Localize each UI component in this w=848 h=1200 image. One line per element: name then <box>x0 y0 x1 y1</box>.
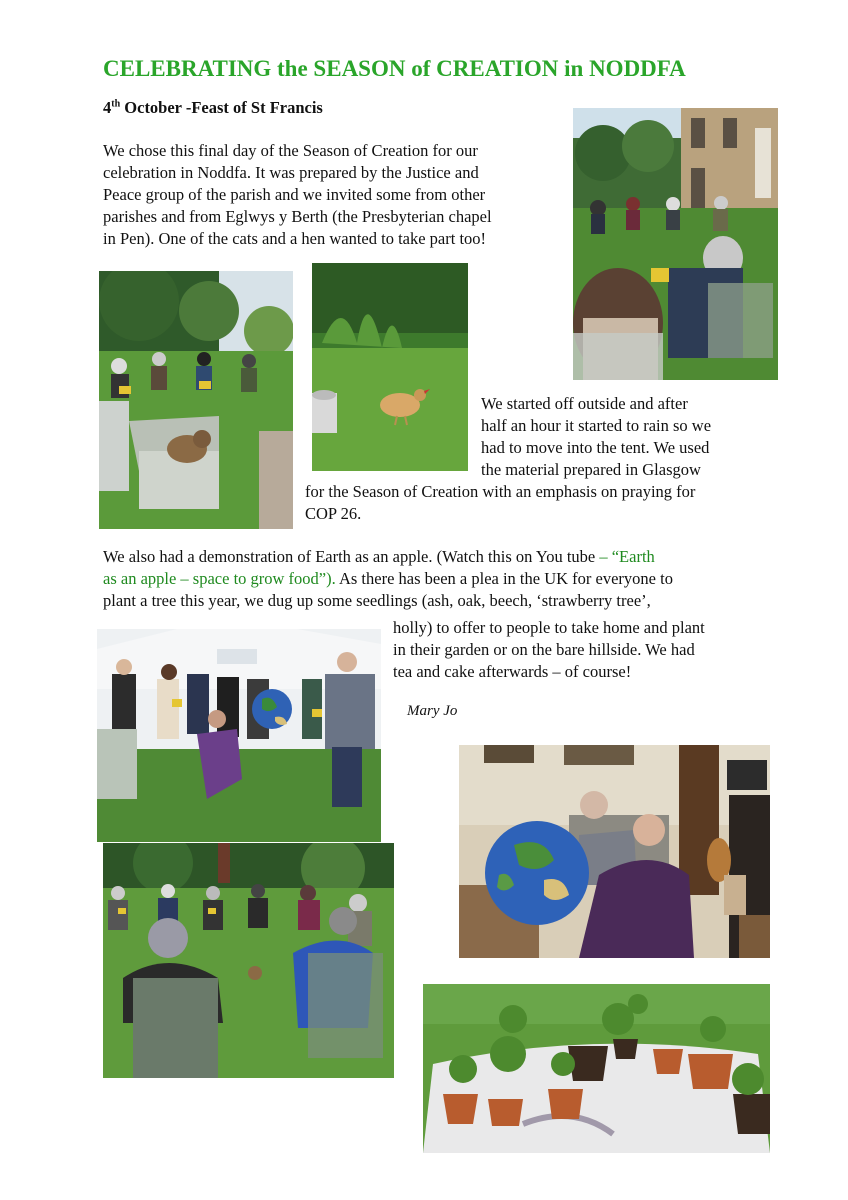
paragraph-text: As there has been a plea in the UK for everyone to <box>335 569 673 588</box>
rainy-garden-circle-photo <box>103 843 394 1078</box>
paragraph-line: had to move into the tent. We used <box>481 438 710 457</box>
apple-paragraph-continued <box>393 617 705 683</box>
tent-group-with-globe-photo <box>97 629 381 842</box>
paragraph-line: celebration in Noddfa. It was prepared by the Justice and <box>103 163 479 182</box>
paragraph-line: We chose this final day of the Season of Creation for our <box>103 141 478 160</box>
paragraph-line: parishes and from Eglwys y Berth (the Presbyterian chapel <box>103 207 492 226</box>
paragraph-text: We also had a demonstration of Earth as an apple. (Watch this on You tube <box>103 547 596 566</box>
paragraph-line: plant a tree this year, we dug up some seedlings (ash, oak, beech, ‘strawberry tree’, <box>103 591 651 610</box>
apple-paragraph <box>103 546 673 612</box>
youtube-link-continued[interactable]: as an apple – space to grow food”). <box>103 569 336 588</box>
paragraph-line: COP 26. <box>305 504 362 523</box>
hen-on-lawn-photo <box>312 263 468 471</box>
garden-circle-with-house-photo <box>573 108 778 380</box>
paragraph-line: Peace group of the parish and we invited some from other <box>103 185 486 204</box>
garden-circle-with-cat-photo <box>99 271 293 529</box>
seedling-pots-photo <box>423 984 770 1153</box>
author-signature: Mary Jo <box>407 703 458 719</box>
subtitle-day: 4 <box>103 98 112 117</box>
paragraph-line: for the Season of Creation with an emphasis on praying for <box>305 482 696 501</box>
paragraph-line: in their garden or on the bare hillside. We had <box>393 640 695 659</box>
paragraph-line <box>103 568 673 590</box>
intro-paragraph <box>103 140 492 250</box>
indoor-globe-photo <box>459 745 770 958</box>
subtitle-text: October -Feast of St Francis <box>120 98 323 117</box>
paragraph-line: the material prepared in Glasgow <box>481 460 701 479</box>
paragraph-line: half an hour it started to rain so we <box>481 416 712 435</box>
paragraph-line: We started off outside and after <box>481 394 688 413</box>
rain-paragraph <box>481 393 711 481</box>
rain-paragraph-continued <box>305 481 695 525</box>
page-title: CELEBRATING the SEASON of CREATION in NODDFA <box>103 56 686 81</box>
subtitle-suffix: th <box>111 98 121 110</box>
paragraph-line: in Pen). One of the cats and a hen wanted to take part too! <box>103 229 487 248</box>
paragraph-line: tea and cake afterwards – of course! <box>393 662 632 681</box>
page-subtitle <box>103 98 323 118</box>
paragraph-line <box>103 546 673 568</box>
youtube-link[interactable]: – “Earth <box>595 547 655 566</box>
paragraph-line: holly) to offer to people to take home and plant <box>393 618 705 637</box>
